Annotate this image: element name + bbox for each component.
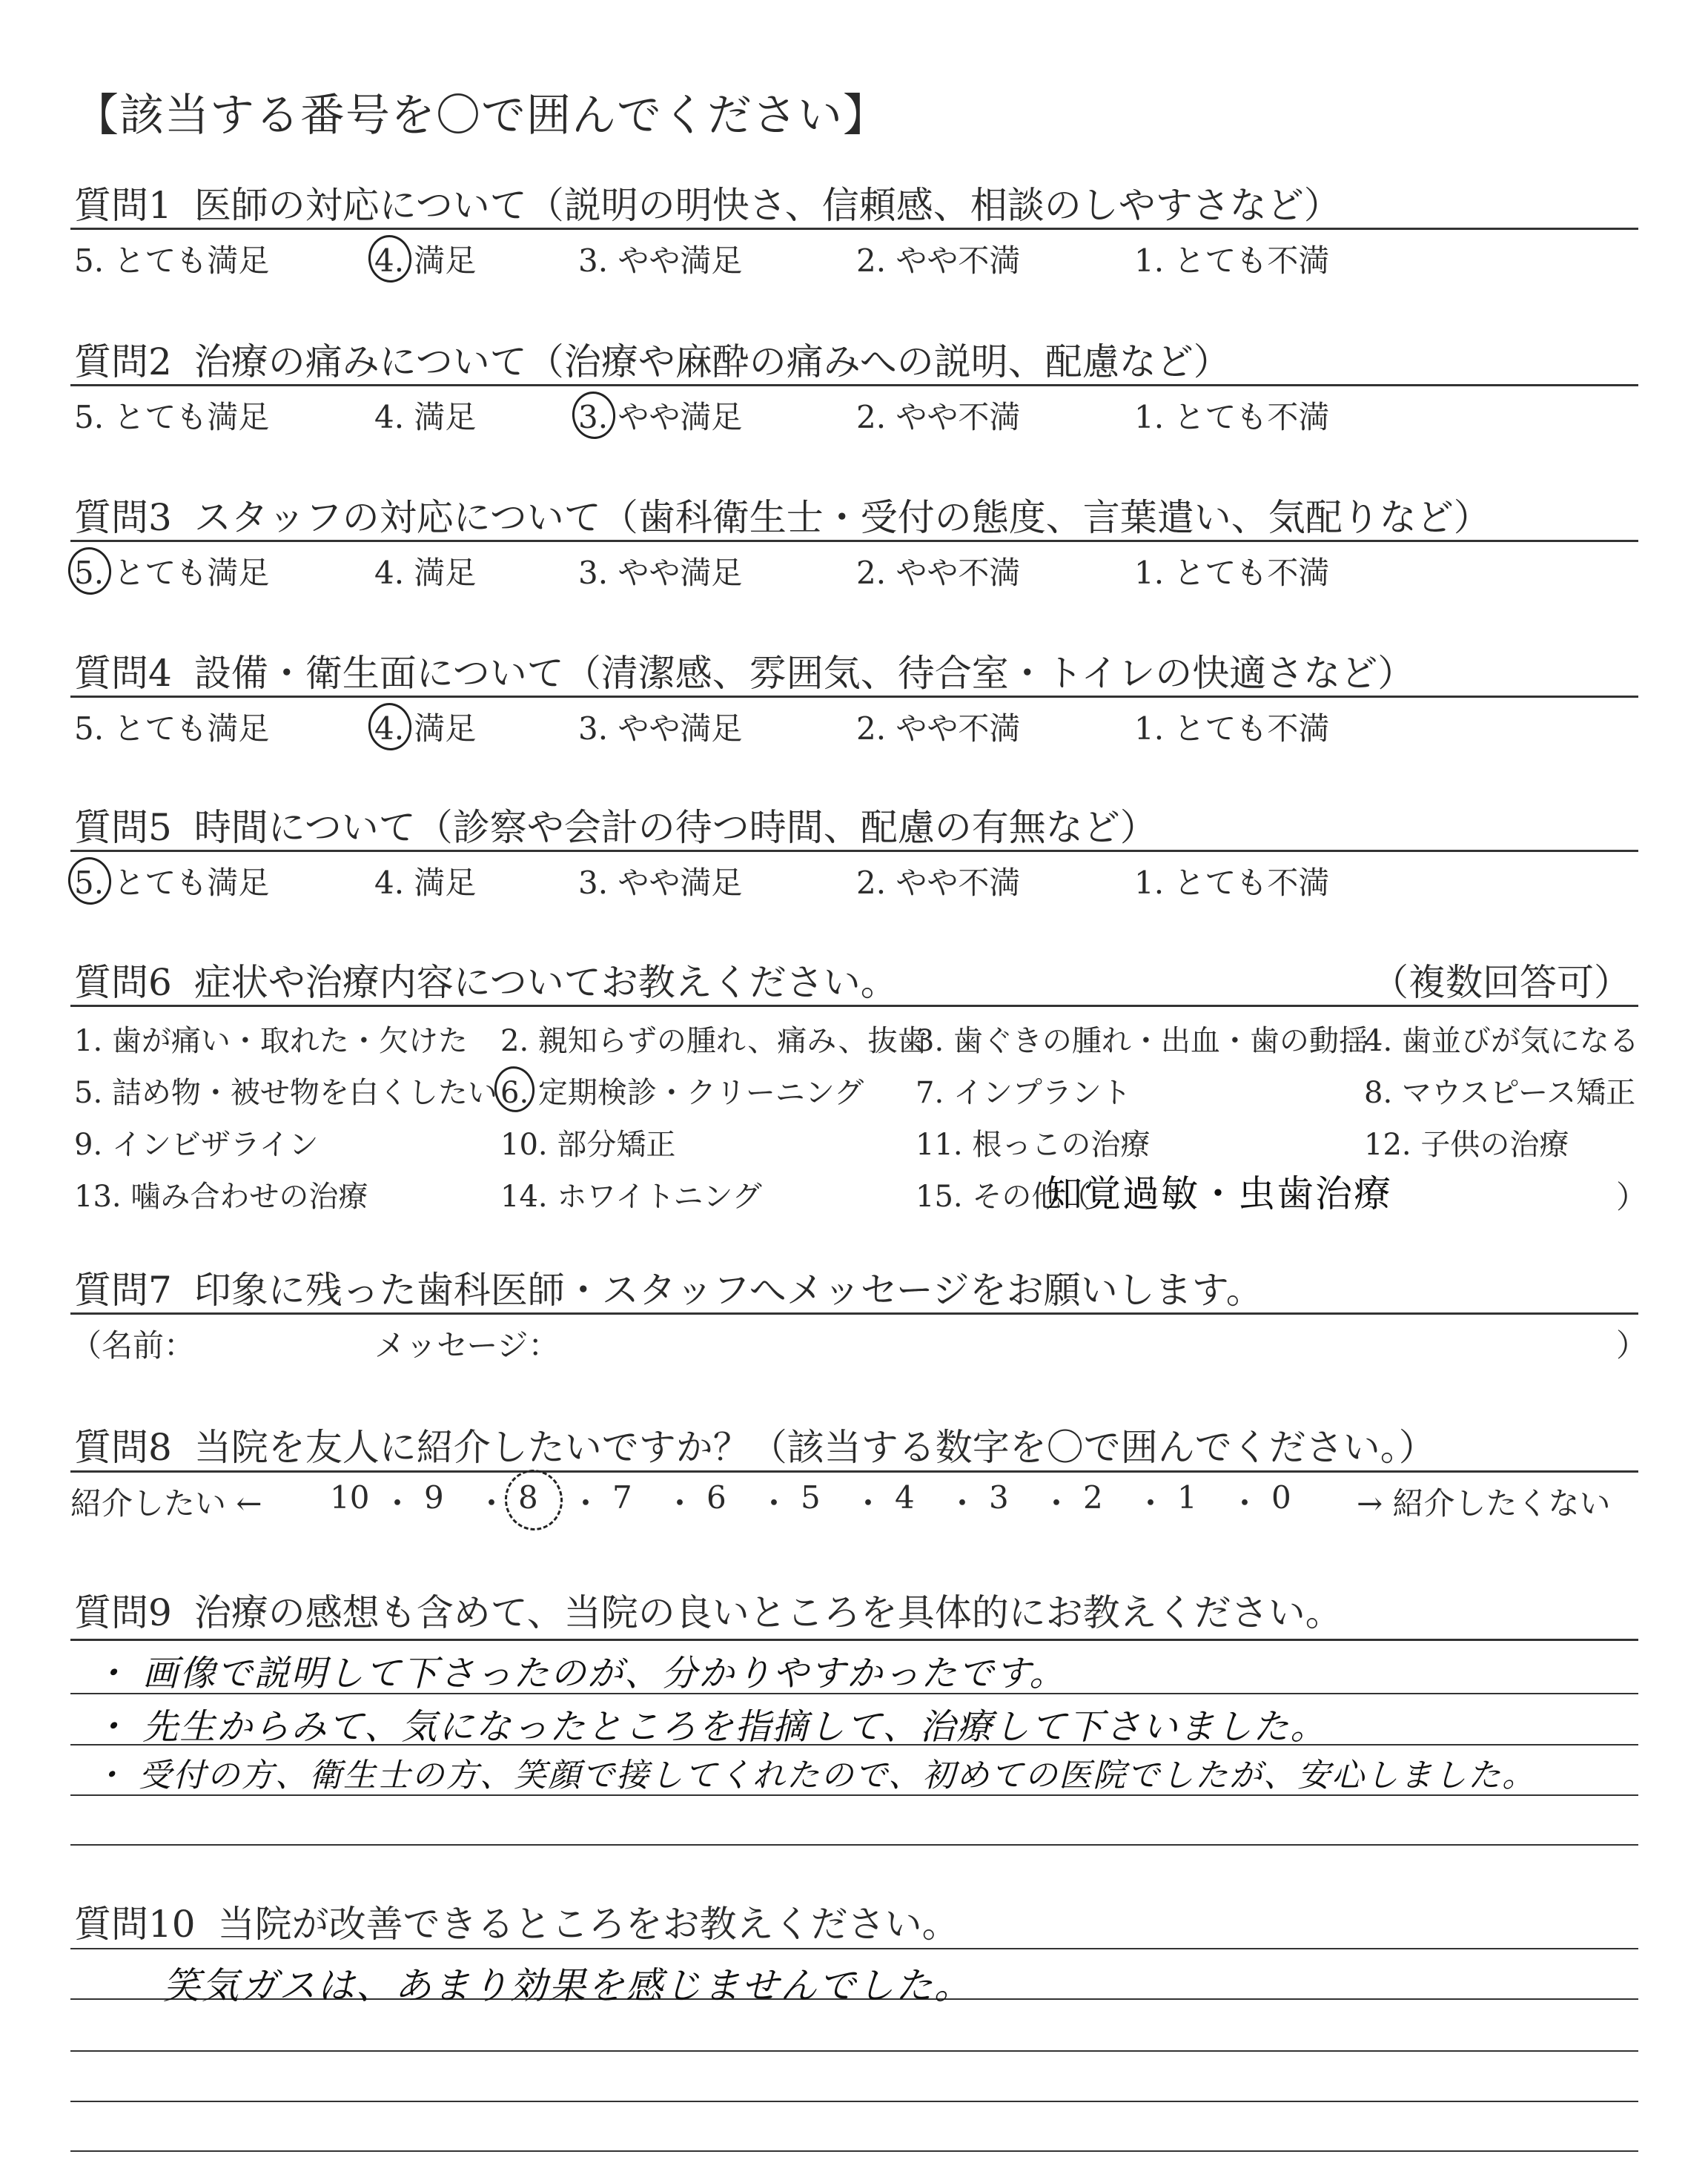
q6-option[interactable]: 9. インビザライン [74, 1128, 319, 1162]
q1-option[interactable]: 1. とても不満 [1134, 242, 1330, 279]
q6-option[interactable]: 4. 歯並びが気になる [1364, 1024, 1639, 1058]
q8-scale-value[interactable]: 8 [518, 1479, 538, 1516]
q6-option[interactable]: 6. 定期検診・クリーニング [500, 1076, 864, 1110]
q4-rule [70, 696, 1638, 698]
q4-number: 質問4 [74, 652, 172, 695]
q10-number: 質問10 [74, 1903, 196, 1946]
q6-other-close: ） [1616, 1179, 1648, 1215]
q2-option[interactable]: 5. とても満足 [74, 399, 270, 435]
q8-right-label: → 紹介したくない [1357, 1485, 1611, 1522]
q7-text: 印象に残った歯科医師・スタッフへメッセージをお願いします。 [193, 1269, 1263, 1312]
q6-option[interactable]: 10. 部分矯正 [500, 1128, 676, 1162]
selection-flower-circle [501, 1466, 567, 1534]
q3-option[interactable]: 4. 満足 [374, 555, 477, 591]
q4-option[interactable]: 1. とても不満 [1134, 710, 1330, 747]
q8-scale-dot: ・ [947, 1485, 979, 1522]
page-title: 【該当する番号を〇で囲んでください】 [74, 90, 888, 142]
q5-option[interactable]: 3. やや満足 [578, 865, 743, 901]
q4-option[interactable]: 4. 満足 [374, 710, 477, 747]
q3-option[interactable]: 5. とても満足 [74, 555, 270, 591]
q3-option[interactable]: 2. やや不満 [856, 555, 1021, 591]
q8-scale-value[interactable]: 7 [612, 1479, 632, 1516]
q1-option[interactable]: 4. 満足 [374, 242, 477, 279]
q8-scale-dot: ・ [664, 1485, 696, 1522]
q6-option[interactable]: 8. マウスピース矯正 [1364, 1076, 1636, 1110]
q6-option[interactable]: 7. インプラント [916, 1076, 1131, 1110]
q8-scale-value[interactable]: 6 [706, 1479, 726, 1516]
q8-scale-dot: ・ [758, 1485, 790, 1522]
q1-text: 医師の対応について（説明の明快さ、信頼感、相談のしやすさなど） [193, 184, 1341, 227]
q1-rule [70, 228, 1638, 230]
q9-text: 治療の感想も含めて、当院の良いところを具体的にお教えください。 [193, 1591, 1343, 1634]
q8-scale-value[interactable]: 2 [1083, 1479, 1103, 1516]
q8-scale-value[interactable]: 1 [1177, 1479, 1197, 1516]
q6-note: （複数回答可） [1371, 961, 1631, 1004]
q4-title [74, 644, 1414, 697]
q5-text: 時間について（診察や会計の待つ時間、配慮の有無など） [193, 806, 1157, 849]
q8-scale-value[interactable]: 5 [801, 1479, 821, 1516]
q8-scale-value[interactable]: 3 [989, 1479, 1009, 1516]
q6-option[interactable]: 5. 詰め物・被せ物を白くしたい [74, 1076, 497, 1110]
q9-answer[interactable]: ・ 受付の方、衛生士の方、笑顔で接してくれたので、初めての医院でしたが、安心しました。 [93, 1757, 1537, 1794]
q8-number: 質問8 [74, 1426, 172, 1469]
q6-option[interactable]: 12. 子供の治療 [1364, 1128, 1569, 1162]
q5-option[interactable]: 4. 満足 [374, 865, 477, 901]
q2-option[interactable]: 3. やや満足 [578, 399, 743, 435]
q8-scale-dot: ・ [1229, 1485, 1261, 1522]
q2-option[interactable]: 1. とても不満 [1134, 399, 1330, 435]
q4-option[interactable]: 5. とても満足 [74, 710, 270, 747]
q10-rule-4 [70, 2150, 1638, 2152]
q3-option[interactable]: 1. とても不満 [1134, 555, 1330, 591]
q6-option[interactable]: 13. 噛み合わせの治療 [74, 1180, 368, 1214]
q5-option[interactable]: 1. とても不満 [1134, 865, 1330, 901]
q3-number: 質問3 [74, 496, 172, 539]
q10-rule-3 [70, 2101, 1638, 2102]
q9-rule-0 [70, 1639, 1638, 1641]
q8-left-label: 紹介したい ← [70, 1485, 262, 1522]
q4-option[interactable]: 3. やや満足 [578, 710, 743, 747]
q7-close: ） [1616, 1327, 1648, 1364]
q5-option[interactable]: 2. やや不満 [856, 865, 1021, 901]
q6-other-answer[interactable]: 知覚過敏・虫歯治療 [1045, 1172, 1392, 1215]
q6-rule [70, 1005, 1638, 1007]
q6-text: 症状や治療内容についてお教えください。 [193, 961, 898, 1004]
q8-scale-dot: ・ [853, 1485, 884, 1522]
q5-option[interactable]: 5. とても満足 [74, 865, 270, 901]
q8-scale-value[interactable]: 9 [424, 1479, 444, 1516]
q8-title [74, 1418, 1436, 1471]
q8-text: 当院を友人に紹介したいですか？（該当する数字を〇で囲んでください。） [193, 1426, 1436, 1469]
q6-option[interactable]: 14. ホワイトニング [500, 1180, 762, 1214]
q10-title [74, 1895, 959, 1948]
q8-scale-value[interactable]: 10 [330, 1479, 370, 1516]
q1-option[interactable]: 5. とても満足 [74, 242, 270, 279]
q8-scale-dot: ・ [476, 1485, 508, 1522]
q6-number: 質問6 [74, 961, 172, 1004]
q1-option[interactable]: 2. やや不満 [856, 242, 1021, 279]
q9-answer[interactable]: ・ 画像で説明して下さったのが、分かりやすかったです。 [93, 1653, 1067, 1694]
q4-option[interactable]: 2. やや不満 [856, 710, 1021, 747]
q8-scale-dot: ・ [1135, 1485, 1167, 1522]
q8-rule [70, 1470, 1638, 1473]
q7-title [74, 1261, 1263, 1314]
q1-option[interactable]: 3. やや満足 [578, 242, 743, 279]
q8-scale-dot: ・ [1041, 1485, 1073, 1522]
q8-scale-value[interactable]: 0 [1271, 1479, 1291, 1516]
q9-number: 質問9 [74, 1591, 172, 1634]
q2-number: 質問2 [74, 340, 172, 383]
q6-option[interactable]: 11. 根っこの治療 [916, 1128, 1151, 1162]
q3-option[interactable]: 3. やや満足 [578, 555, 743, 591]
q10-rule-0 [70, 1948, 1638, 1949]
q2-rule [70, 384, 1638, 386]
q7-number: 質問7 [74, 1269, 172, 1312]
q8-scale-dot: ・ [570, 1485, 602, 1522]
q3-title [74, 488, 1491, 541]
q6-option[interactable]: 2. 親知らずの腫れ、痛み、抜歯 [500, 1024, 927, 1058]
q6-option[interactable]: 3. 歯ぐきの腫れ・出血・歯の動揺 [916, 1024, 1368, 1058]
q10-answer-0[interactable]: 笑気ガスは、あまり効果を感じませんでした。 [163, 1964, 973, 2007]
q6-option[interactable]: 1. 歯が痛い・取れた・欠けた [74, 1024, 468, 1058]
q5-rule [70, 850, 1638, 852]
q2-text: 治療の痛みについて（治療や麻酔の痛みへの説明、配慮など） [193, 340, 1231, 383]
q6-option[interactable]: 15. その他（ [916, 1180, 1091, 1214]
q8-scale-dot: ・ [382, 1485, 414, 1522]
q7-name-label: （名前： [70, 1327, 196, 1364]
q7-rule [70, 1312, 1638, 1315]
q10-rule-2 [70, 2050, 1638, 2052]
q1-number: 質問1 [74, 184, 172, 227]
q2-title [74, 332, 1231, 386]
q3-text: スタッフの対応について（歯科衛生士・受付の態度、言葉遣い、気配りなど） [193, 496, 1491, 539]
q5-number: 質問5 [74, 806, 172, 849]
q9-title [74, 1583, 1343, 1636]
q3-rule [70, 540, 1638, 542]
q1-title [74, 176, 1341, 229]
q4-text: 設備・衛生面について（清潔感、雰囲気、待合室・トイレの快適さなど） [193, 652, 1415, 695]
q2-option[interactable]: 2. やや不満 [856, 399, 1021, 435]
q5-title [74, 798, 1157, 851]
q9-rule-4 [70, 1844, 1638, 1846]
q6-title [74, 953, 898, 1006]
q10-text: 当院が改善できるところをお教えください。 [217, 1903, 959, 1946]
q2-option[interactable]: 4. 満足 [374, 399, 477, 435]
q9-answer[interactable]: ・ 先生からみて、気になったところを指摘して、治療して下さいました。 [93, 1706, 1328, 1748]
q7-message-label: メッセージ： [374, 1327, 560, 1364]
q8-scale-value[interactable]: 4 [895, 1479, 915, 1516]
